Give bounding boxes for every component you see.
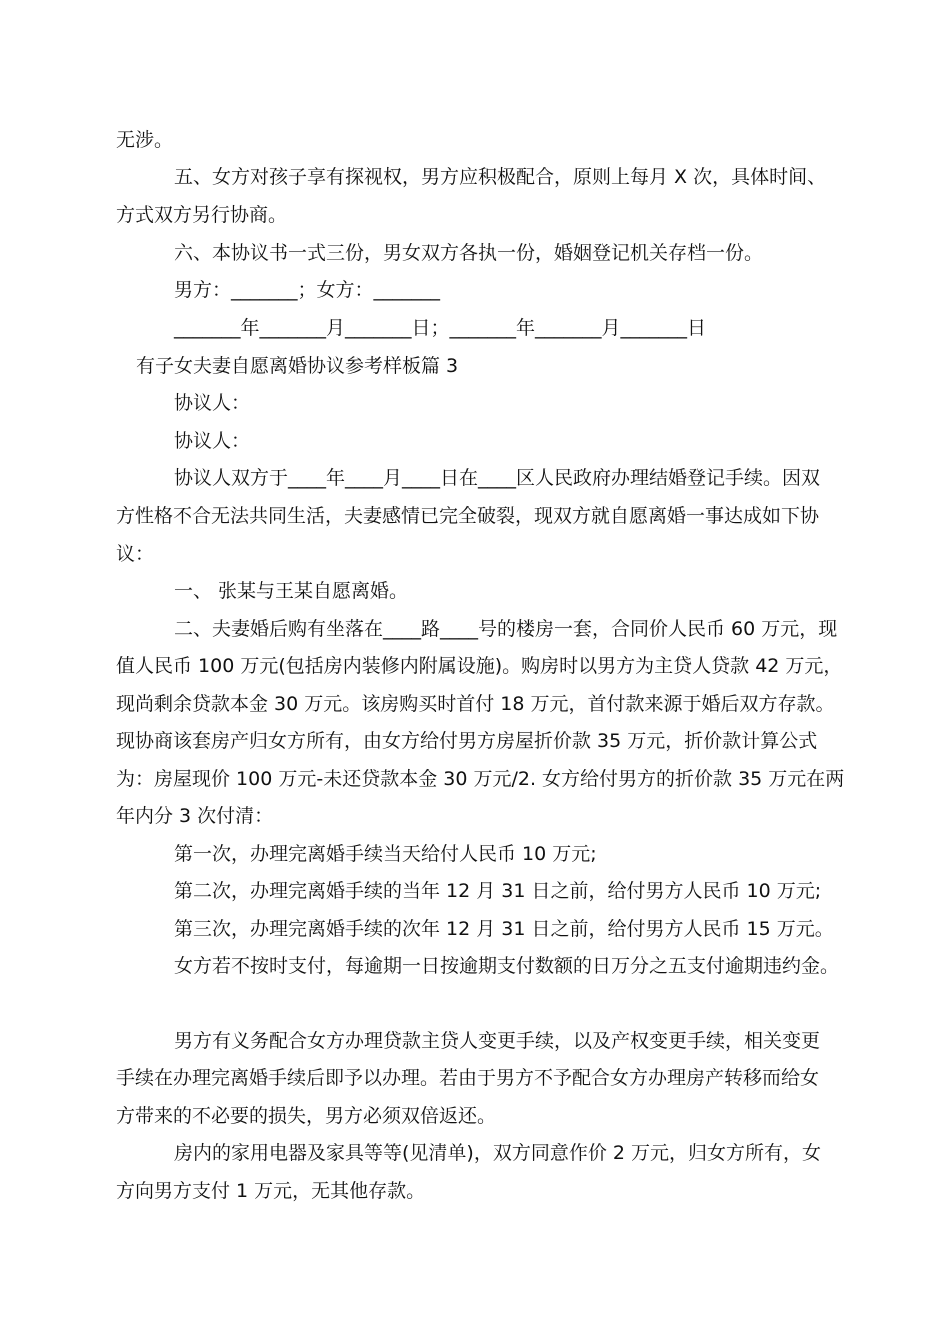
signature-line: 男方：_______；女方：_______ (174, 279, 441, 301)
obligation-line-3: 方带来的不必要的损失，男方必须双倍返还。 (116, 1105, 497, 1127)
text-line: 无涉。 (116, 129, 174, 151)
clause-two-line-4: 现协商该套房产归女方所有，由女方给付男方房屋折价款 35 万元，折价款计算公式 (116, 730, 818, 752)
section-title: 有子女夫妻自愿离婚协议参考样板篇 3 (136, 355, 459, 377)
preamble-line-2: 方性格不合无法共同生活，夫妻感情已完全破裂，现双方就自愿离婚一事达成如下协 (116, 505, 820, 527)
clause-six: 六、本协议书一式三份，男女双方各执一份，婚姻登记机关存档一份。 (174, 242, 764, 264)
preamble-line-1: 协议人双方于____年____月____日在____区人民政府办理结婚登记手续。因双 (174, 467, 821, 489)
clause-two-line-2: 值人民币 100 万元(包括房内装修内附属设施)。购房时以男方为主贷人贷款 42 万元， (116, 655, 843, 677)
furniture-line-1: 房内的家用电器及家具等等(见清单)，双方同意作价 2 万元，归女方所有，女 (174, 1142, 821, 1164)
party-line-1: 协议人： (174, 392, 251, 414)
clause-two-line-3: 现尚剩余贷款本金 30 万元。该房购买时首付 18 万元，首付款来源于婚后双方存款。 (116, 693, 835, 715)
furniture-line-2: 方向男方支付 1 万元，无其他存款。 (116, 1180, 426, 1202)
payment-first: 第一次，办理完离婚手续当天给付人民币 10 万元; (174, 843, 597, 865)
preamble-line-3: 议： (116, 543, 155, 565)
payment-third: 第三次，办理完离婚手续的次年 12 月 31 日之前，给付男方人民币 15 万元。 (174, 918, 834, 940)
clause-one: 一、 张某与王某自愿离婚。 (174, 580, 409, 602)
obligation-line-1: 男方有义务配合女方办理贷款主贷人变更手续，以及产权变更手续，相关变更 (174, 1030, 821, 1052)
payment-second: 第二次，办理完离婚手续的当年 12 月 31 日之前，给付男方人民币 10 万元; (174, 880, 822, 902)
clause-five-line-1: 五、女方对孩子享有探视权，男方应积极配合，原则上每月 X 次，具体时间、 (174, 166, 827, 188)
clause-two-line-5: 为：房屋现价 100 万元-未还贷款本金 30 万元/2. 女方给付男方的折价款 35 万元在两 (116, 768, 845, 790)
clause-five-line-2: 方式双方另行协商。 (116, 204, 288, 226)
obligation-line-2: 手续在办理完离婚手续后即予以办理。若由于男方不予配合女方办理房产转移而给女 (116, 1067, 820, 1089)
clause-two-line-6: 年内分 3 次付清： (116, 805, 274, 827)
late-penalty: 女方若不按时支付，每逾期一日按逾期支付数额的日万分之五支付逾期违约金。 (174, 955, 840, 977)
party-line-2: 协议人： (174, 430, 251, 452)
clause-two-line-1: 二、夫妻婚后购有坐落在____路____号的楼房一套，合同价人民币 60 万元，现 (174, 618, 838, 640)
date-line: _______年_______月_______日；_______年_______月_______日 (174, 317, 707, 339)
